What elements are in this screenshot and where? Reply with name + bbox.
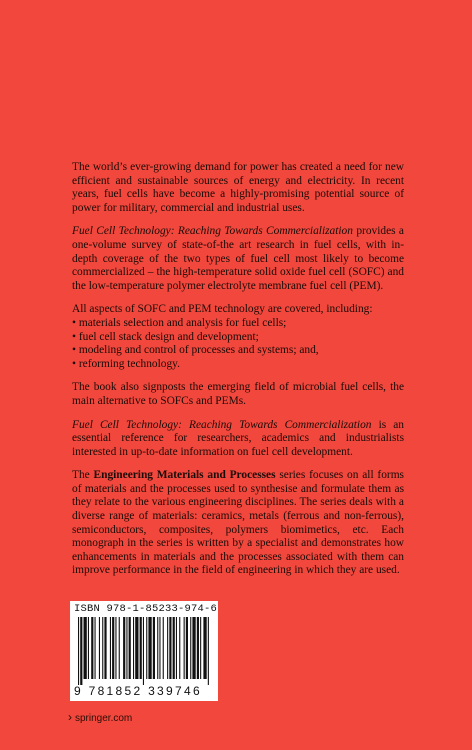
coverage-paragraph — [72, 303, 404, 317]
barcode-label — [70, 601, 218, 701]
back-cover-text — [72, 161, 404, 588]
publisher-link[interactable] — [68, 710, 132, 724]
overview-text: provides a one-volume survey of state-of-the art research in fuel cells, with in-depth coverage of the two types of fuel cell most likely to become commercialized – the high-temperature solid oxide fuel cell (SOFC) and the low-temperature polymer electrolyte membrane fuel cell (PEM). — [72, 225, 404, 292]
overview-paragraph — [72, 225, 404, 293]
list-item: • reforming technology. — [72, 358, 404, 372]
series-paragraph — [72, 469, 404, 578]
coverage-list — [72, 317, 404, 371]
barcode-digits: 9 781852 339746 — [74, 684, 202, 698]
series-name: Engineering Materials and Processes — [93, 469, 276, 482]
reference-text: is an essential reference for researchers, academics and industrialists interested in up-to-date information on fuel cell development. — [72, 418, 404, 458]
series-prefix: The — [72, 469, 94, 482]
list-item: • materials selection and analysis for fuel cells; — [72, 317, 404, 331]
list-item: • fuel cell stack design and development; — [72, 331, 404, 345]
coverage-intro: All aspects of SOFC and PEM technology are covered, including: — [72, 303, 373, 316]
book-title: Fuel Cell Technology: Reaching Towards Commercialization — [72, 225, 353, 238]
book-title: Fuel Cell Technology: Reaching Towards Commercialization — [72, 418, 372, 431]
list-item: • modeling and control of processes and systems; and, — [72, 344, 404, 358]
publisher-url: springer.com — [75, 713, 133, 724]
reference-paragraph — [72, 419, 404, 460]
series-text: series focuses on all forms of materials and the processes used to synthesise and formulate them as they relate to the various engineering disciplines. The series deals with a diverse range of materials: ceramics, metals (ferrous and non-ferrous), semiconductors, composites, polymers biomimetics, etc. Each monograph in the series is written by a specialist and demonstrates how enhancements in materials and the processes associated with them can improve performance in the field of engineering in which they are used. — [72, 469, 404, 577]
intro-paragraph: The world’s ever-growing demand for power has created a need for new efficient and sustainable sources of energy and electricity. In recent years, fuel cells have become a highly-promising potential source of power for military, commercial and industrial uses. — [72, 161, 404, 214]
microbial-paragraph: The book also signposts the emerging field of microbial fuel cells, the main alternative to SOFCs and PEMs. — [72, 381, 404, 407]
isbn-number: ISBN 978-1-85233-974-6 — [74, 603, 218, 615]
barcode-icon — [72, 615, 216, 685]
chevron-right-icon: › — [68, 710, 72, 724]
